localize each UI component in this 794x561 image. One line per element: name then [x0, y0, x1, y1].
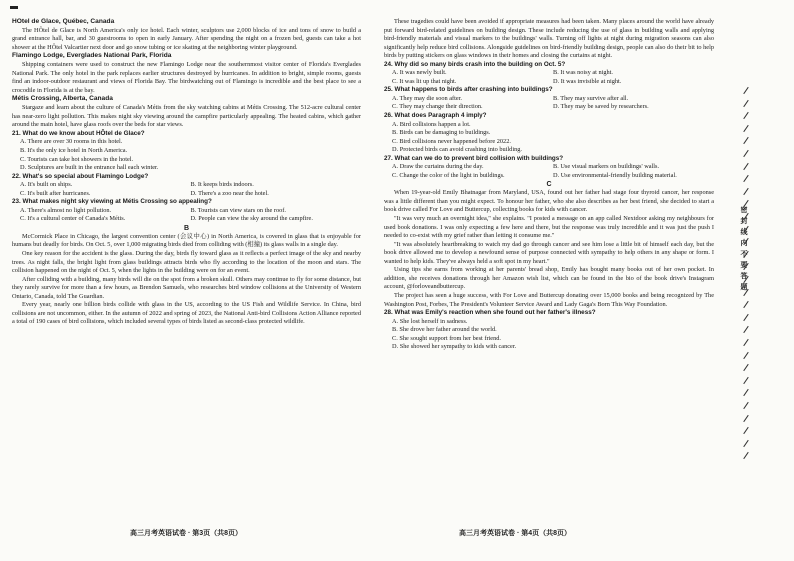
seal-line-dash	[743, 440, 748, 447]
seal-line-dash	[743, 427, 748, 434]
seal-line-dash	[743, 415, 748, 422]
passage-b-paragraph-2: One key reason for the accident is the glass. During the day, birds fly toward glass as it reflects a perfect image of the sky and nearby trees. As night falls, the bright light from glass buildings attracts birds who fly according to the location of the moon and stars. The collision happened on the night of Oct. 5, when the lights in the building were on for an event.	[12, 249, 361, 275]
option-28d: D. She showed her sympathy to kids with cancer.	[392, 343, 517, 351]
passage-b-paragraph-5: These tragedies could have been avoided if appropriate measures had been taken. Many places around the world have already put forward bird-related guidelines on building design. These include reducing the use of glass in building walls and applying bird-friendly materials and visual markers to the buildings' walls. Turning off lights at night during migration seasons can also significantly help reduce bird collisions. Alongside guidelines on bird-friendly building design, people can also do their bit to help birds by putting stickers on glass windows in their homes and closing the curtains at night.	[384, 18, 714, 60]
question-22-stem: 22. What's so special about Flamingo Lodge?	[12, 172, 149, 180]
question-23-options	[12, 207, 361, 216]
seal-line-dash	[743, 377, 748, 384]
footer-right-page-number: 高三月考英语试卷 · 第4页（共8页）	[459, 530, 572, 537]
option-25b: B. They may survive after all.	[553, 94, 629, 102]
question-24-options	[384, 69, 714, 78]
passage-c-paragraph-5: The project has seen a huge success, with For Love and Buttercup donating over 15,000 books and being recognized by The Washington Post, Forbes, The President's Volunteer Service Award and Lady Gaga's Born This Way Foundation.	[384, 291, 714, 308]
option-26c: C. Bird collisions never happened before 2022.	[392, 137, 511, 145]
option-27a: A. Draw the curtains during the day.	[392, 163, 484, 171]
question-28-options	[384, 318, 714, 327]
question-21-stem: 21. What do we know about HÔtel de Glace?	[12, 129, 145, 137]
option-25c: C. They may change their direction.	[392, 103, 483, 111]
seal-line-dash	[743, 137, 748, 144]
seal-line-dash	[743, 452, 748, 459]
seal-line-dash	[743, 188, 748, 195]
seal-line-dash	[743, 314, 748, 321]
seal-line-dash	[743, 175, 748, 182]
seal-line-dash	[743, 402, 748, 409]
passage-b-paragraph-4: Every year, nearly one billion birds collide with glass in the US, according to the US Fish and Wildlife Service. In China, bird collisions are not uncommon, either. In the autumn of 2022 and spring of 2023, the National Anti-bird Collisions Action Alliance reported a total of 190 cases of bird collisions, which included several types of birds listed as second-class protected wildlife.	[12, 301, 361, 326]
option-27c: C. Change the color of the light in buildings.	[392, 171, 505, 179]
option-28b: B. She drove her father around the world.	[392, 326, 497, 334]
option-26b: B. Birds can be damaging to buildings.	[392, 129, 491, 137]
seal-line-dash	[743, 163, 748, 170]
question-24-stem: 24. Why did so many birds crash into the building on Oct. 5?	[384, 60, 566, 68]
seal-line-notice: 密封线内不要答题	[740, 206, 748, 291]
hotel2-text: Shipping containers were used to construct the new Flamingo Lodge near the southernmost visitor center of Florida's Everglades National Park. The only hotel in the park replaces earlier structures destroyed by hurricanes. In addition to bright, simple rooms, guests find an indoor-outdoor restaurant and views of Florida Bay. The birdwatching out of Flamingo is incredible and the best place to see a crocodile in Florida is at the bay.	[12, 61, 361, 94]
seal-line-dash	[743, 389, 748, 396]
passage-b-paragraph-3: After colliding with a building, many birds will die on the spot from a broken skull. Others may continue to fly for some distance, but they rarely survive for more than a few hours, as Brendon Samuels, who researches bird window collisions at the University of Western Ontario, Canada, told The Guardian.	[12, 275, 361, 300]
hotel3-heading: Métis Crossing, Alberta, Canada	[12, 95, 113, 103]
question-25-options	[384, 95, 714, 104]
option-21c: C. Tourists can take hot showers in the hotel.	[20, 155, 134, 163]
seal-line-dash	[743, 301, 748, 308]
seal-line-dash	[743, 112, 748, 119]
option-28c: C. She sought support from her best friend.	[392, 334, 501, 342]
passage-c-paragraph-3: "It was absolutely heartbreaking to watch my dad go through cancer and see him lose a little bit of himself each day, but the book drive allowed me to develop a newfound sense of purpose connected with sympathy to help others in any shape or form. I wanted to help kids. They've always held a soft spot in my heart."	[384, 240, 714, 265]
option-23d: D. People can view the sky around the campfire.	[190, 215, 313, 223]
option-24d: D. It was invisible at night.	[553, 77, 622, 85]
option-24a: A. It was newly built.	[392, 69, 447, 77]
passage-b-paragraph-1: McCormick Place in Chicago, the largest convention center (会议中心) in North America, is covered in glass that is enjoyable for humans but deadly for birds. On Oct. 5, over 1,000 migrating birds died from colliding with (相撞) its glass walls in a single day.	[12, 232, 361, 249]
passage-c-paragraph-1: When 19-year-old Emily Bhatnagar from Maryland, USA, found out her father had stage four thyroid cancer, her response was a little different than you might expect. To honour her father, who she also describes as her best friend, she decided to start a book drive called For Love and Buttercup, collecting books for kids with cancer.	[384, 189, 714, 214]
question-27-options	[384, 163, 714, 172]
section-b-heading: B	[183, 224, 190, 232]
hotel2-heading: Flamingo Lodge, Everglades National Park, Florida	[12, 52, 172, 60]
option-26a: A. Bird collisions happen a lot.	[392, 120, 471, 128]
option-21a: A. There are over 30 rooms in this hotel.	[20, 138, 123, 146]
seal-line-dash	[743, 326, 748, 333]
seal-line-dash	[743, 100, 748, 107]
question-26-options	[384, 121, 714, 130]
option-22d: D. There's a zoo near the hotel.	[190, 189, 269, 197]
left-column	[12, 18, 361, 523]
option-27d: D. Use environmental-friendly building material.	[553, 171, 677, 179]
seal-line-dash	[743, 339, 748, 346]
option-25d: D. They may be saved by researchers.	[553, 103, 649, 111]
corner-mark	[10, 6, 18, 9]
seal-line-dash	[743, 150, 748, 157]
option-21b: B. It's the only ice hotel in North America.	[20, 146, 128, 154]
option-26d: D. Protected birds can avoid crashing into building.	[392, 146, 522, 154]
option-27b: B. Use visual markers on buildings' walls.	[553, 163, 660, 171]
question-27-stem: 27. What can we do to prevent bird collision with buildings?	[384, 154, 564, 162]
option-23b: B. Tourists can view stars on the roof.	[190, 206, 286, 214]
section-c-heading: C	[546, 181, 552, 189]
option-22b: B. It keeps birds indoors.	[190, 181, 254, 189]
option-22a: A. It's built on ships.	[20, 181, 73, 189]
option-28a: A. She lost herself in sadness.	[392, 317, 468, 325]
option-24b: B. It was noisy at night.	[553, 69, 613, 77]
hotel1-heading: HÔtel de Glace, Québec, Canada	[12, 18, 115, 25]
question-26-stem: 26. What does Paragraph 4 imply?	[384, 112, 487, 120]
question-22-options	[12, 181, 361, 190]
footer-left-page-number: 高三月考英语试卷 · 第3页（共8页）	[130, 530, 243, 537]
hotel1-text: The HÔtel de Glace is North America's only ice hotel. Each winter, sculptors use 2,000 blocks of ice and tons of snow to build a grand entrance hall, bar, and 30 guestrooms to open in early January. After spending the night on a frozen bed, guests can take a hot shower at the HÔtel Valcartier next door and go snow tubing or ice skating at the neighboring winter playground.	[12, 26, 361, 51]
option-23c: C. It's a cultural center of Canada's Métis.	[20, 215, 126, 223]
seal-line-dash	[743, 125, 748, 132]
option-24c: C. It was lit up that night.	[392, 77, 457, 85]
seal-line-dash	[743, 352, 748, 359]
hotel3-text: Stargaze and learn about the culture of Canada's Métis from the sky watching cabins at Métis Crossing. The 512-acre cultural center has near-zero light pollution. This makes night sky viewing around the campfire particularly appealing. The heated cabins, which gather around the main hotel, have glass roofs over the beds for star views.	[12, 104, 361, 129]
option-21d: D. Sculptures are built in the entrance hall each winter.	[20, 164, 159, 172]
right-column	[384, 18, 714, 523]
option-25a: A. They may die soon after.	[392, 94, 463, 102]
seal-line-dash	[743, 364, 748, 371]
seal-line-dash	[743, 87, 748, 94]
option-22c: C. It's built after hurricanes.	[20, 189, 91, 197]
question-25-stem: 25. What happens to birds after crashing into buildings?	[384, 86, 553, 94]
option-23a: A. There's almost no light pollution.	[20, 206, 112, 214]
question-21-options	[12, 138, 361, 147]
question-28-stem: 28. What was Emily's reaction when she found out her father's illness?	[384, 309, 596, 317]
passage-c-paragraph-2: "It was very much an overnight idea," she explains. "I posted a message on an app called Nextdoor asking my neighbours for used book donations. I was only expecting a few here and there, but the response was truly incredible and it was just the push I needed to co-exist with my grief rather than letting it consume me."	[384, 215, 714, 240]
question-23-stem: 23. What makes night sky viewing at Métis Crossing so appealing?	[12, 198, 212, 206]
passage-c-paragraph-4: Using tips she earns from working at her parents' bread shop, Emily has bought many books out of her own pocket. In addition, she receives donations through her Amazon wish list, which can be found in the bio of the book drive's Instagram account, @forloveandbuttercup.	[384, 266, 714, 291]
